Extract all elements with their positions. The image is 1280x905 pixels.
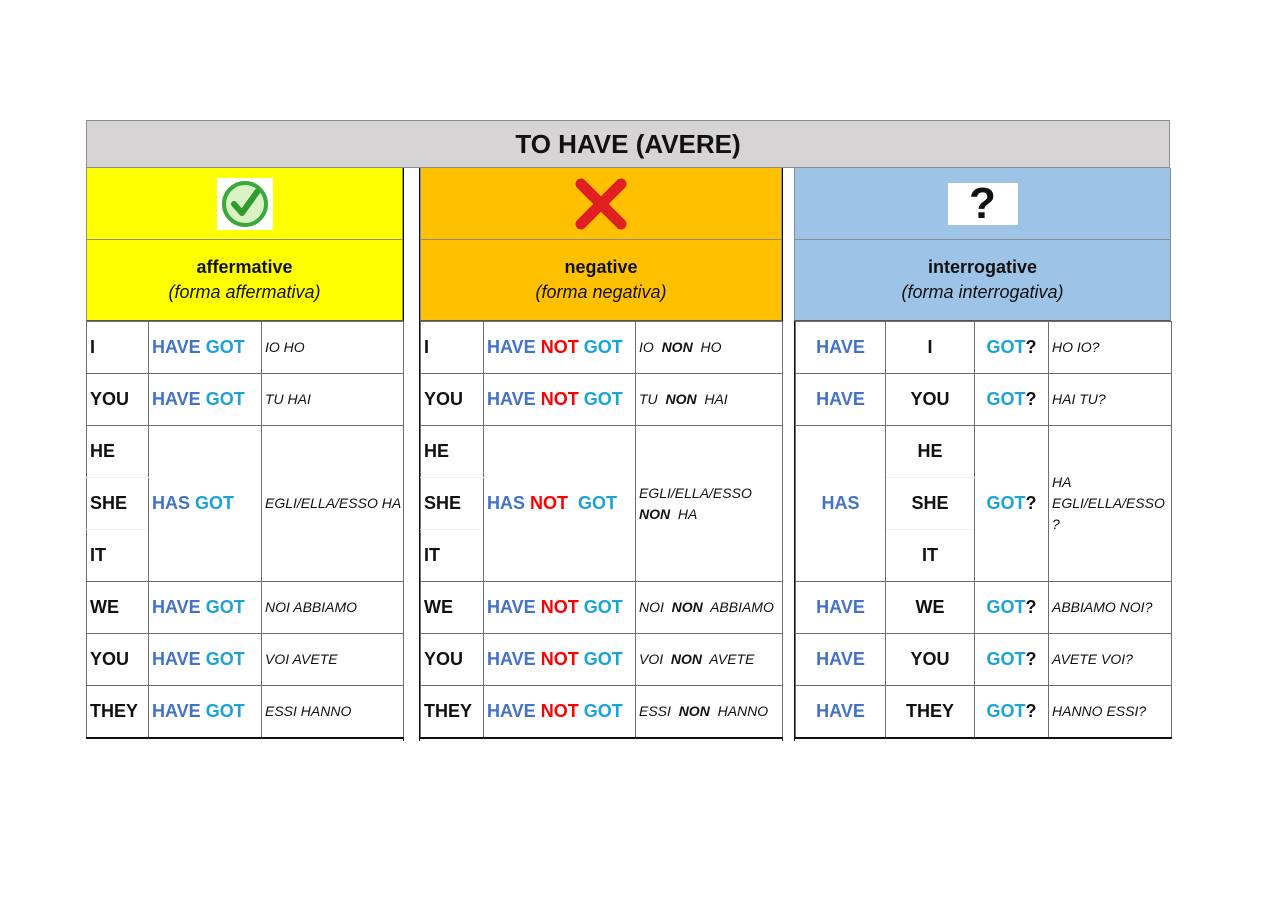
table-row <box>796 582 1172 634</box>
translation-cell: AVETE VOI? <box>1049 634 1172 686</box>
table-row <box>87 582 404 634</box>
verb-cell: HAS <box>796 426 886 582</box>
affirmative-sublabel: (forma affermativa) <box>168 282 321 302</box>
pronoun-cell: YOU <box>87 634 149 686</box>
table-row <box>421 634 783 686</box>
negative-header <box>420 168 782 321</box>
translation-cell: TU NON HAI <box>636 374 783 426</box>
translation-cell: ABBIAMO NOI? <box>1049 582 1172 634</box>
pronoun-cell: SHE <box>87 478 149 530</box>
pronoun-cell: THEY <box>421 686 484 738</box>
verb-cell: HAVE <box>796 686 886 738</box>
negative-label-cell <box>420 240 782 321</box>
translation-cell: HANNO ESSI? <box>1049 686 1172 738</box>
translation-cell: EGLI/ELLA/ESSO NON HA <box>636 426 783 582</box>
verb-cell: HAVE <box>796 322 886 374</box>
column-separator <box>403 168 420 741</box>
table-row <box>87 426 404 478</box>
translation-cell: HAI TU? <box>1049 374 1172 426</box>
verb-cell: HAVE NOT GOT <box>484 634 636 686</box>
interrogative-label: interrogative <box>927 257 1038 277</box>
pronoun-cell: IT <box>886 530 975 582</box>
pronoun-cell: THEY <box>886 686 975 738</box>
pronoun-cell: YOU <box>87 374 149 426</box>
table-row <box>421 582 783 634</box>
pronoun-cell: I <box>421 322 484 374</box>
verb-cell: HAVE <box>796 374 886 426</box>
verb-cell: HAVE GOT <box>149 582 262 634</box>
translation-cell: NOI ABBIAMO <box>262 582 404 634</box>
table-row <box>421 322 783 374</box>
pronoun-cell: SHE <box>421 478 484 530</box>
table-row <box>87 322 404 374</box>
verb-cell: HAS NOT GOT <box>484 426 636 582</box>
translation-cell: HO IO? <box>1049 322 1172 374</box>
interrogative-sublabel: (forma interrogativa) <box>901 282 1064 302</box>
verb-cell: HAVE GOT <box>149 374 262 426</box>
pronoun-cell: IT <box>87 530 149 582</box>
verb-cell: HAVE <box>796 582 886 634</box>
cross-icon <box>573 176 629 232</box>
negative-sublabel: (forma negativa) <box>535 282 667 302</box>
table-row <box>87 634 404 686</box>
verb-cell: HAVE NOT GOT <box>484 374 636 426</box>
pronoun-cell: SHE <box>886 478 975 530</box>
page-title: TO HAVE (AVERE) <box>86 120 1170 168</box>
question-mark-icon: ? <box>948 183 1018 225</box>
table-row <box>796 686 1172 738</box>
affirmative-label: affermative <box>196 257 293 277</box>
translation-cell: NOI NON ABBIAMO <box>636 582 783 634</box>
translation-cell: EGLI/ELLA/ESSO HA <box>262 426 404 582</box>
translation-cell: IO HO <box>262 322 404 374</box>
table-row <box>421 426 783 478</box>
pronoun-cell: YOU <box>421 634 484 686</box>
table-row <box>87 686 404 738</box>
translation-cell: ESSI HANNO <box>262 686 404 738</box>
interrogative-table <box>795 321 1172 739</box>
got-cell: GOT? <box>975 322 1049 374</box>
translation-cell: TU HAI <box>262 374 404 426</box>
check-icon <box>217 178 273 230</box>
pronoun-cell: YOU <box>421 374 484 426</box>
verb-cell: HAVE NOT GOT <box>484 322 636 374</box>
affirmative-table <box>86 321 404 739</box>
pronoun-cell: HE <box>87 426 149 478</box>
verb-cell: HAVE GOT <box>149 322 262 374</box>
pronoun-cell: IT <box>421 530 484 582</box>
translation-cell: VOI AVETE <box>262 634 404 686</box>
table-row <box>87 374 404 426</box>
got-cell: GOT? <box>975 686 1049 738</box>
negative-icon-cell <box>420 168 782 240</box>
got-cell: GOT? <box>975 634 1049 686</box>
translation-cell: ESSI NON HANNO <box>636 686 783 738</box>
pronoun-cell: HE <box>886 426 975 478</box>
got-cell: GOT? <box>975 426 1049 582</box>
got-cell: GOT? <box>975 582 1049 634</box>
pronoun-cell: THEY <box>87 686 149 738</box>
pronoun-cell: YOU <box>886 374 975 426</box>
table-row <box>796 374 1172 426</box>
affirmative-header <box>86 168 403 321</box>
interrogative-header <box>794 168 1171 321</box>
table-row <box>796 634 1172 686</box>
got-cell: GOT? <box>975 374 1049 426</box>
negative-label: negative <box>564 257 638 277</box>
negative-table <box>420 321 783 739</box>
pronoun-cell: YOU <box>886 634 975 686</box>
pronoun-cell: I <box>886 322 975 374</box>
affirmative-label-cell <box>86 240 403 321</box>
table-row <box>796 426 1172 478</box>
pronoun-cell: HE <box>421 426 484 478</box>
table-row <box>421 374 783 426</box>
table-row <box>421 686 783 738</box>
verb-cell: HAVE NOT GOT <box>484 582 636 634</box>
translation-cell: HA EGLI/ELLA/ESSO ? <box>1049 426 1172 582</box>
interrogative-label-cell <box>794 240 1171 321</box>
pronoun-cell: WE <box>421 582 484 634</box>
verb-cell: HAVE GOT <box>149 634 262 686</box>
verb-cell: HAVE NOT GOT <box>484 686 636 738</box>
table-row <box>796 322 1172 374</box>
verb-cell: HAVE <box>796 634 886 686</box>
pronoun-cell: WE <box>87 582 149 634</box>
interrogative-icon-cell <box>794 168 1171 240</box>
verb-cell: HAVE GOT <box>149 686 262 738</box>
translation-cell: IO NON HO <box>636 322 783 374</box>
translation-cell: VOI NON AVETE <box>636 634 783 686</box>
pronoun-cell: WE <box>886 582 975 634</box>
verb-cell: HAS GOT <box>149 426 262 582</box>
pronoun-cell: I <box>87 322 149 374</box>
affirmative-icon-cell <box>86 168 403 240</box>
